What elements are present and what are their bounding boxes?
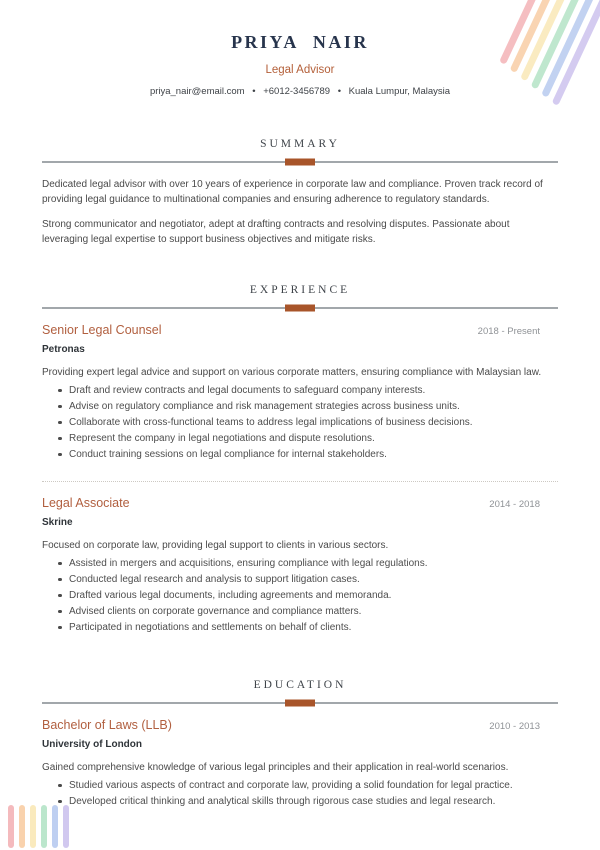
contact-separator: •	[252, 86, 256, 97]
bullet-item: Developed critical thinking and analytical skills through rigorous case studies and legal research.	[58, 795, 558, 808]
section-divider-line	[42, 161, 558, 163]
education-body	[42, 718, 558, 808]
entry-degree: Bachelor of Laws (LLB)	[42, 718, 172, 732]
summary-paragraph: Dedicated legal advisor with over 10 years of experience in corporate law and compliance. Proven track record of providing legal guidance to multinational companies and ensuring adherence to regulatory standards.	[42, 179, 543, 205]
entry-divider	[42, 481, 558, 482]
entry-description: Providing expert legal advice and support on various corporate matters, ensuring compliance with Malaysian law.	[42, 367, 542, 378]
stripe-orange	[19, 805, 25, 848]
experience-heading: EXPERIENCE	[249, 284, 351, 296]
entry-dates: 2014 - 2018	[489, 499, 540, 510]
bullet-item: Advised clients on corporate governance and compliance matters.	[58, 605, 558, 618]
experience-entry	[42, 496, 558, 634]
bullet-item: Conduct training sessions on legal compliance for internal stakeholders.	[58, 448, 558, 461]
contact-phone: +6012-3456789	[263, 86, 331, 97]
experience-section	[42, 283, 558, 634]
section-accent-bar	[285, 700, 315, 707]
contact-separator: •	[337, 86, 342, 97]
section-divider-line	[42, 307, 558, 309]
summary-section	[42, 137, 558, 247]
stripe-pink	[8, 805, 14, 848]
stripe-green	[41, 805, 47, 848]
entry-dates: 2010 - 2013	[489, 721, 540, 732]
bullet-item: Assisted in mergers and acquisitions, ensuring compliance with legal regulations.	[58, 557, 558, 570]
stripe-yellow	[30, 805, 36, 848]
entry-company: Petronas	[42, 344, 85, 355]
bullet-item: Advise on regulatory compliance and risk management strategies across business units.	[58, 400, 558, 413]
entry-bullet-list	[42, 557, 558, 634]
entry-role: Legal Associate	[42, 496, 130, 510]
entry-company: Skrine	[42, 517, 73, 528]
summary-paragraph: Strong communicator and negotiator, adept at drafting contracts and resolving disputes. Passionate about leveraging legal expertise to support business objectives and mitigate risks.	[42, 219, 510, 245]
section-divider-line	[42, 702, 558, 704]
experience-entry	[42, 323, 558, 461]
bullet-item: Collaborate with cross-functional teams to address legal implications of business decisions.	[58, 416, 558, 429]
entry-header	[42, 718, 558, 733]
bullet-item: Studied various aspects of contract and corporate law, providing a solid foundation for legal practice.	[58, 779, 558, 792]
bullet-item: Participated in negotiations and settlements on behalf of clients.	[58, 621, 558, 634]
entry-institution: University of London	[42, 739, 142, 750]
entry-description: Focused on corporate law, providing legal support to clients in various sectors.	[42, 540, 389, 551]
section-accent-bar	[285, 305, 315, 312]
candidate-name: PRIYA NAIR	[231, 32, 369, 52]
bullet-item: Conducted legal research and analysis to support litigation cases.	[58, 573, 558, 586]
contact-email: priya_nair@email.com	[149, 86, 245, 97]
experience-body	[42, 323, 558, 634]
candidate-title: Legal Advisor	[265, 64, 335, 76]
summary-heading: SUMMARY	[260, 138, 340, 150]
education-entry	[42, 718, 558, 808]
entry-bullet-list	[42, 779, 558, 808]
contact-location: Kuala Lumpur, Malaysia	[348, 86, 451, 97]
section-accent-bar	[285, 159, 315, 166]
entry-header	[42, 323, 558, 338]
bullet-item: Drafted various legal documents, including agreements and memoranda.	[58, 589, 558, 602]
bottom-left-rainbow-stripes	[8, 805, 69, 848]
entry-bullet-list	[42, 384, 558, 461]
entry-role: Senior Legal Counsel	[42, 323, 162, 337]
education-heading: EDUCATION	[253, 679, 347, 691]
entry-dates: 2018 - Present	[477, 326, 540, 337]
resume-header	[42, 32, 558, 97]
stripe-purple	[63, 805, 69, 848]
bullet-item: Draft and review contracts and legal documents to safeguard company interests.	[58, 384, 558, 397]
education-section	[42, 678, 558, 808]
contact-line	[42, 86, 558, 97]
entry-description: Gained comprehensive knowledge of various legal principles and their application in real-world scenarios.	[42, 762, 509, 773]
bullet-item: Represent the company in legal negotiations and dispute resolutions.	[58, 432, 558, 445]
stripe-blue	[52, 805, 58, 848]
entry-header	[42, 496, 558, 511]
summary-body	[42, 177, 558, 247]
